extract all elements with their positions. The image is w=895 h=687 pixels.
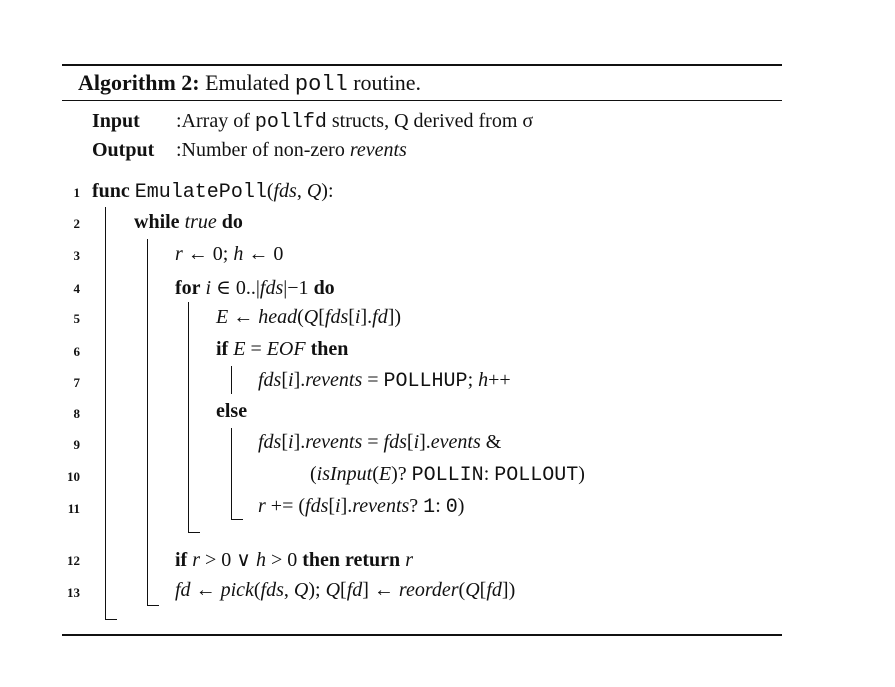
input-post: structs, Q derived from σ [331,110,534,132]
line-number: 11 [67,501,80,516]
code-line-5: E ← head(Q[fds[i].fd]) [216,306,402,328]
code-line-6: if E = EOF then [216,338,349,360]
while-block-bar [147,239,148,606]
code-line-2: while true do [134,211,243,233]
line-number: 5 [73,311,80,326]
line-number: 1 [73,185,80,200]
line-number: 13 [67,585,80,600]
code-line-4: for i ∈ 0..|fds|−1 do [175,277,335,299]
algorithm-title-pre: Emulated [205,70,290,95]
code-line-10: (isInput(E)? POLLIN: POLLOUT) [310,463,585,487]
for-block-end [188,532,200,533]
code-line-7: fds[i].revents = POLLHUP; h++ [258,369,511,393]
line-number: 2 [73,216,80,231]
top-rule [62,64,782,66]
code-line-9: fds[i].revents = fds[i].events & [258,431,502,453]
else-block-bar [231,428,232,520]
func-block-bar [105,207,106,620]
code-line-12: if r > 0 ∨ h > 0 then return r [175,549,413,571]
output-keyword: Output [92,139,155,161]
for-block-bar [188,302,189,533]
input-pre: :Array of [176,110,250,132]
code-line-3: r ← 0; h ← 0 [175,243,284,265]
code-line-8: else [216,400,248,422]
code-line-11: r += (fds[i].revents? 1: 0) [258,495,465,519]
algorithm-title-post: routine. [353,70,422,95]
algorithm-label: Algorithm 2: [78,70,200,95]
algorithm-title-code: poll [294,72,348,97]
line-number: 12 [67,553,80,568]
else-block-end [231,519,243,520]
output-pre: :Number of non-zero [176,139,345,161]
line-number: 7 [73,375,80,390]
line-number: 4 [73,281,80,296]
code-line-13: fd ← pick(fds, Q); Q[fd] ← reorder(Q[fd]) [175,579,516,601]
line-number: 8 [73,406,80,421]
code-line-1: func EmulatePoll(fds, Q): [92,180,334,204]
output-line [92,139,407,162]
func-block-end [105,619,117,620]
line-number: 6 [73,344,80,359]
bottom-rule [62,634,782,636]
then-block-bar [231,366,232,394]
input-code: pollfd [254,111,327,134]
input-keyword: Input [92,110,140,132]
caption-rule [62,100,782,101]
line-number: 9 [73,437,80,452]
input-line [92,110,533,134]
line-number: 10 [67,469,80,484]
while-block-end [147,605,159,606]
algorithm-caption [78,70,421,97]
line-number: 3 [73,248,80,263]
output-italic: revents [349,139,407,161]
